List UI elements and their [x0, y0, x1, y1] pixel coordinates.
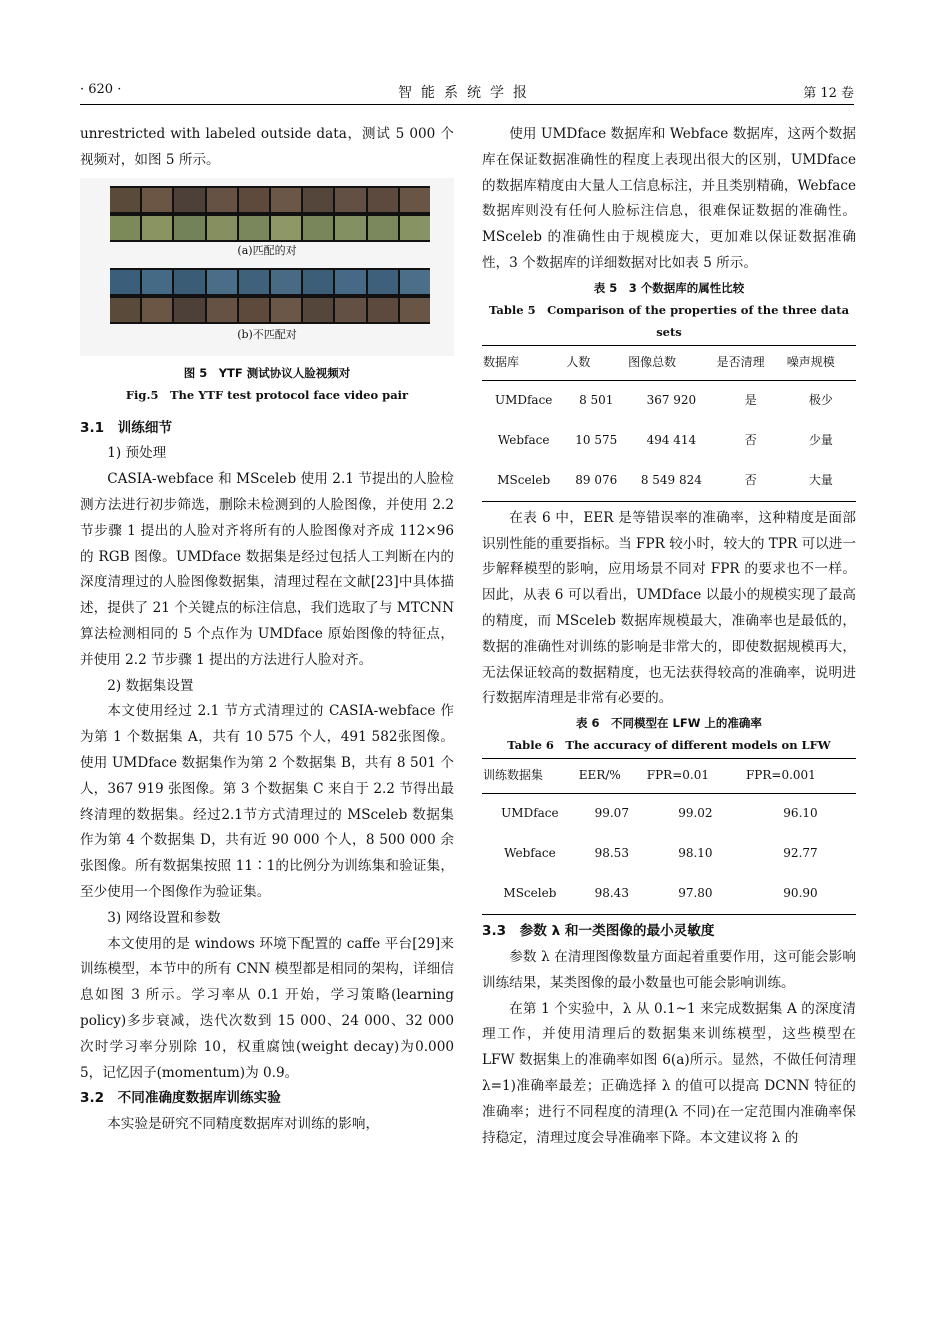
figure-5-caption-en: Fig.5 The YTF test protocol face video pair: [125, 387, 409, 402]
table-6-caption-en: Table 6 The accuracy of different models on LFW: [507, 738, 831, 753]
figure-5b-caption: (b)不匹配对: [237, 327, 297, 341]
page-header: [80, 78, 854, 105]
table-cell: 89 076: [565, 461, 627, 502]
figure-5a-caption: (a)匹配的对: [237, 243, 297, 257]
table-cell: 367 920: [646, 392, 697, 407]
table-row: [482, 380, 856, 421]
subsection-preprocess: 1) 预处理: [107, 445, 167, 462]
table-header-row: [482, 759, 856, 794]
table-cell: 极少: [808, 392, 833, 407]
intro-text: unrestricted with labeled outside data，测试 5 000 个视频对，如图 5 所示。: [80, 126, 454, 168]
table-header-row: [482, 345, 856, 380]
section-3-2-title: 3.2 不同准确度数据库训练实验: [80, 1090, 281, 1107]
table-cell: MSceleb: [482, 874, 578, 915]
table-header-cell: 是否清理: [716, 345, 786, 380]
table-cell: 是: [744, 392, 757, 407]
section-3-1-title: 3.1 训练细节: [80, 419, 173, 436]
table-cell: 99.02: [678, 806, 713, 821]
table-cell: 99.07: [594, 806, 629, 821]
table-cell: 否: [744, 432, 757, 447]
table-cell: UMDface: [494, 392, 553, 407]
paragraph-network: 本文使用的是 windows 环境下配置的 caffe 平台[29]来训练模型，本节中的所有 CNN 模型都是相同的架构，详细信息如图 3 所示。学习率从 0.1 开始，学习策略(learning policy)多步衰减，迭代次数到 15 000、24 000、32 000 次时学习率分别除 10，权重腐蚀(weight decay)为0.000 5，记忆因子(momentum)为 0.9。: [80, 935, 454, 1081]
table-cell: UMDface: [501, 806, 559, 821]
table-cell: 8 549 824: [627, 461, 716, 502]
paragraph-dataset: 本文使用经过 2.1 节方式清理过的 CASIA-webface 作为第 1 个数据集 A，共有 10 575 个人，491 582张图像。使用 UMDface 数据集作为第 2 个数据集 B，共有 8 501 个人，367 919 张图像。第 3 个数据集 C 来自于 2.2 节得出最终清理的数据集。经过2.1节方式清理过的 MSceleb 数据集作为第 4 个数据集 D，共有近 90 000 个人，8 500 000 余张图像。所有数据集按照 11∶1的比例分为训练集和验证集，至少使用一个图像作为验证集。: [80, 703, 454, 900]
table-cell: 494 414: [646, 432, 697, 447]
figure-5-caption-zh: 图 5 YTF 测试协议人脸视频对: [183, 365, 351, 380]
filmstrip-a-row2: [110, 214, 430, 242]
table-row: [482, 794, 856, 835]
volume-label: 第 12 卷: [803, 86, 854, 101]
filmstrip-b-row2: [110, 296, 430, 324]
journal-name: 智能系统学报: [398, 85, 536, 101]
table-row: [482, 834, 856, 874]
table-header-cell: FPR=0.001: [745, 759, 856, 794]
table-cell: MSceleb: [482, 461, 565, 502]
table-6: [482, 758, 856, 915]
table-header-cell: 噪声规模: [786, 345, 856, 380]
table-header-cell: 数据库: [482, 345, 565, 380]
table-6-caption-zh: 表 6 不同模型在 LFW 上的准确率: [576, 716, 762, 731]
paragraph-databases: 使用 UMDface 数据库和 Webface 数据库，这两个数据库在保证数据准确性的程度上表现出很大的区别，UMDface 的数据库精度由大量人工信息标注，并且类别精确，Webface 数据库则没有任何人脸标注信息，很难保证数据的准确性。MSceleb 的准确性由于规模庞大，更加难以保证数据准确性，3 个数据库的详细数据对比如表 5 所示。: [482, 126, 856, 271]
left-column: [80, 122, 454, 1138]
table-cell: 92.77: [783, 846, 818, 861]
table-cell: 否: [716, 461, 786, 502]
table-cell: 90.90: [745, 874, 856, 915]
paragraph-eer: 在表 6 中，EER 是等错误率的准确率，这种精度是面部识别性能的重要指标。当 FPR 较小时，较大的 TPR 可以进一步解释模型的影响，应用场景不同对 FPR 的要求也不一样。因此，从表 6 可以看出，UMDface 以最小的规模实现了最高的精度，而 MSceleb 数据库规模最大，准确率也是最低的，数据的准确性对训练的影响是非常大的，即使数据规模再大，无法保证较高的数据精度，也无法获得较高的准确率，说明进行数据库清理是非常有必要的。: [482, 509, 856, 707]
table-header-cell: EER/%: [578, 759, 646, 794]
table-header-cell: 训练数据集: [482, 759, 578, 794]
table-row: [482, 874, 856, 915]
table-cell: 少量: [808, 432, 833, 447]
paragraph-lambda: 参数 λ 在清理图像数量方面起着重要作用，这可能会影响训练结果，某类图像的最小数量也可能会影响训练。: [482, 948, 856, 991]
figure-5: [80, 178, 454, 356]
paragraph-experiment: 本实验是研究不同精度数据库对训练的影响，: [107, 1116, 380, 1133]
section-3-3-title: 3.3 参数 λ 和一类图像的最小灵敏度: [482, 923, 715, 940]
table-header-cell: 人数: [565, 345, 627, 380]
table-5: [482, 345, 856, 502]
table-row: [482, 461, 856, 502]
table-cell: Webface: [504, 846, 556, 861]
table-row: [482, 421, 856, 461]
table-cell: 10 575: [575, 432, 618, 447]
subsection-dataset: 2) 数据集设置: [107, 677, 194, 694]
table-cell: 96.10: [783, 806, 818, 821]
table-cell: 8 501: [579, 392, 614, 407]
table-5-caption-en: Table 5 Comparison of the properties of the three data sets: [488, 302, 850, 339]
subsection-network: 3) 网络设置和参数: [107, 909, 221, 926]
table-cell: 97.80: [646, 874, 745, 915]
paragraph-preprocess: CASIA-webface 和 MSceleb 使用 2.1 节提出的人脸检测方法进行初步筛选，删除未检测到的人脸图像，并使用 2.2 节步骤 1 提出的人脸对齐将所有的人脸图像对齐成 112×96 的 RGB 图像。UMDface 数据集是经过包括人工判断在内的深度清理过的人脸图像数据集，清理过程在文献[23]中具体描述，提供了 21 个关键点的标注信息，我们选取了与 MTCNN 算法检测相同的 5 个点作为 UMDface 原始图像的特征点，并使用 2.2 节步骤 1 提出的方法进行人脸对齐。: [80, 471, 454, 668]
right-column: [482, 122, 856, 1151]
table-cell: 98.43: [578, 874, 646, 915]
page-number: · 620 ·: [80, 82, 122, 97]
table-cell: 大量: [786, 461, 856, 502]
filmstrip-a-row1: [110, 186, 430, 214]
table-cell: 98.53: [594, 846, 629, 861]
table-cell: Webface: [497, 432, 550, 447]
table-header-cell: FPR=0.01: [646, 759, 745, 794]
filmstrip-b-row1: [110, 268, 430, 296]
table-header-cell: 图像总数: [627, 345, 716, 380]
table-cell: 98.10: [678, 846, 713, 861]
table-5-caption-zh: 表 5 3 个数据库的属性比较: [593, 280, 745, 295]
paragraph-experiment-1: 在第 1 个实验中，λ 从 0.1~1 来完成数据集 A 的深度清理工作，并使用清理后的数据集来训练模型，这些模型在 LFW 数据集上的准确率如图 6(a)所示。显然，不做任何清理 λ=1)准确率最差；正确选择 λ 的值可以提高 DCNN 特征的准确率；进行不同程度的清理(λ 不同)在一定范围内准确率保持稳定，清理过度会导准确率下降。本文建议将 λ 的: [482, 1000, 856, 1146]
